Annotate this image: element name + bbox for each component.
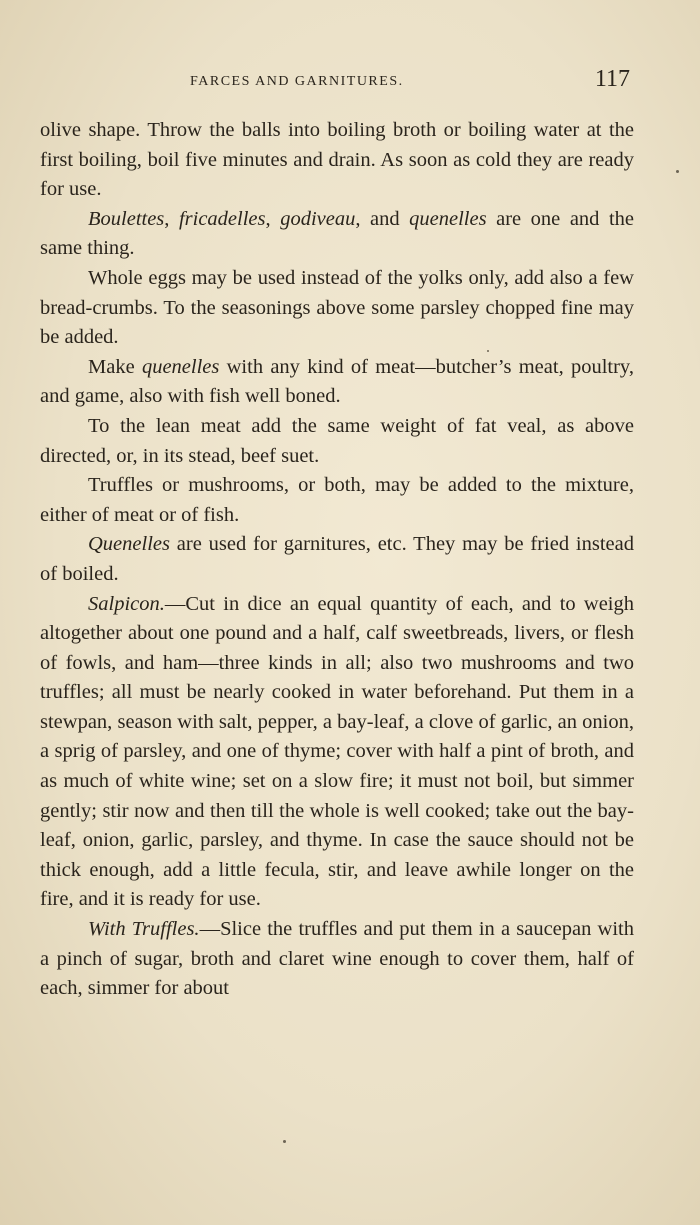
- paragraph: To the lean meat add the same weight of fat veal, as above directed, or, in its stead, beef suet.: [40, 414, 634, 467]
- paragraph: Boulettes, fricadelles, godiveau, and quenelles are one and the same thing.: [40, 207, 635, 260]
- running-head: FARCES AND GARNITURES.: [190, 74, 404, 89]
- ink-speck: [283, 1140, 286, 1143]
- paragraph: Truffles or mushrooms, or both, may be added to the mixture, either of meat or of fish.: [40, 474, 634, 526]
- paragraph: olive shape. Throw the balls into boiling broth or boiling water at the first boiling, boil five minutes and drain. As soon as cold they are ready for use.: [40, 119, 634, 201]
- paragraph: Salpicon.—Cut in dice an equal quantity of each, and to weigh altogether about one pound and a half, calf sweetbreads, livers, or flesh of fowls, and ham—three kinds in all; also two mushrooms and two truffles; all must be nearly cooked in water beforehand. Put them in a stewpan, season with salt, pepper, a bay-leaf, a clove of garlic, an onion, a sprig of parsley, and one of thyme; cover with half a pint of broth, and as much of white wine; set on a slow fire; it must not boil, but simmer gently; stir now and then till the whole is well cooked; take out the bay-leaf, onion, garlic, parsley, and thyme. In case the sauce should not be thick enough, add a little fecula, stir, and leave awhile longer on the fire, and it is ready for use.: [40, 592, 634, 911]
- paragraph: Whole eggs may be used instead of the yolks only, add also a few bread-crumbs. To the seasonings above some parsley chopped fine may be added.: [40, 266, 634, 349]
- paragraph: Make quenelles with any kind of meat—butcher’s meat, poultry, and game, also with fish well boned.: [40, 355, 634, 408]
- body-text: [40, 116, 634, 1004]
- page-number: 117: [594, 66, 630, 92]
- paragraph: Quenelles are used for garnitures, etc. They may be fried instead of boiled.: [40, 533, 634, 585]
- paragraph: With Truffles.—Slice the truffles and put them in a saucepan with a pinch of sugar, broth and claret wine enough to cover them, half of each, simmer for about: [40, 918, 634, 1000]
- ink-speck: [487, 350, 489, 352]
- ink-speck: [676, 170, 679, 173]
- page-header: [0, 66, 700, 102]
